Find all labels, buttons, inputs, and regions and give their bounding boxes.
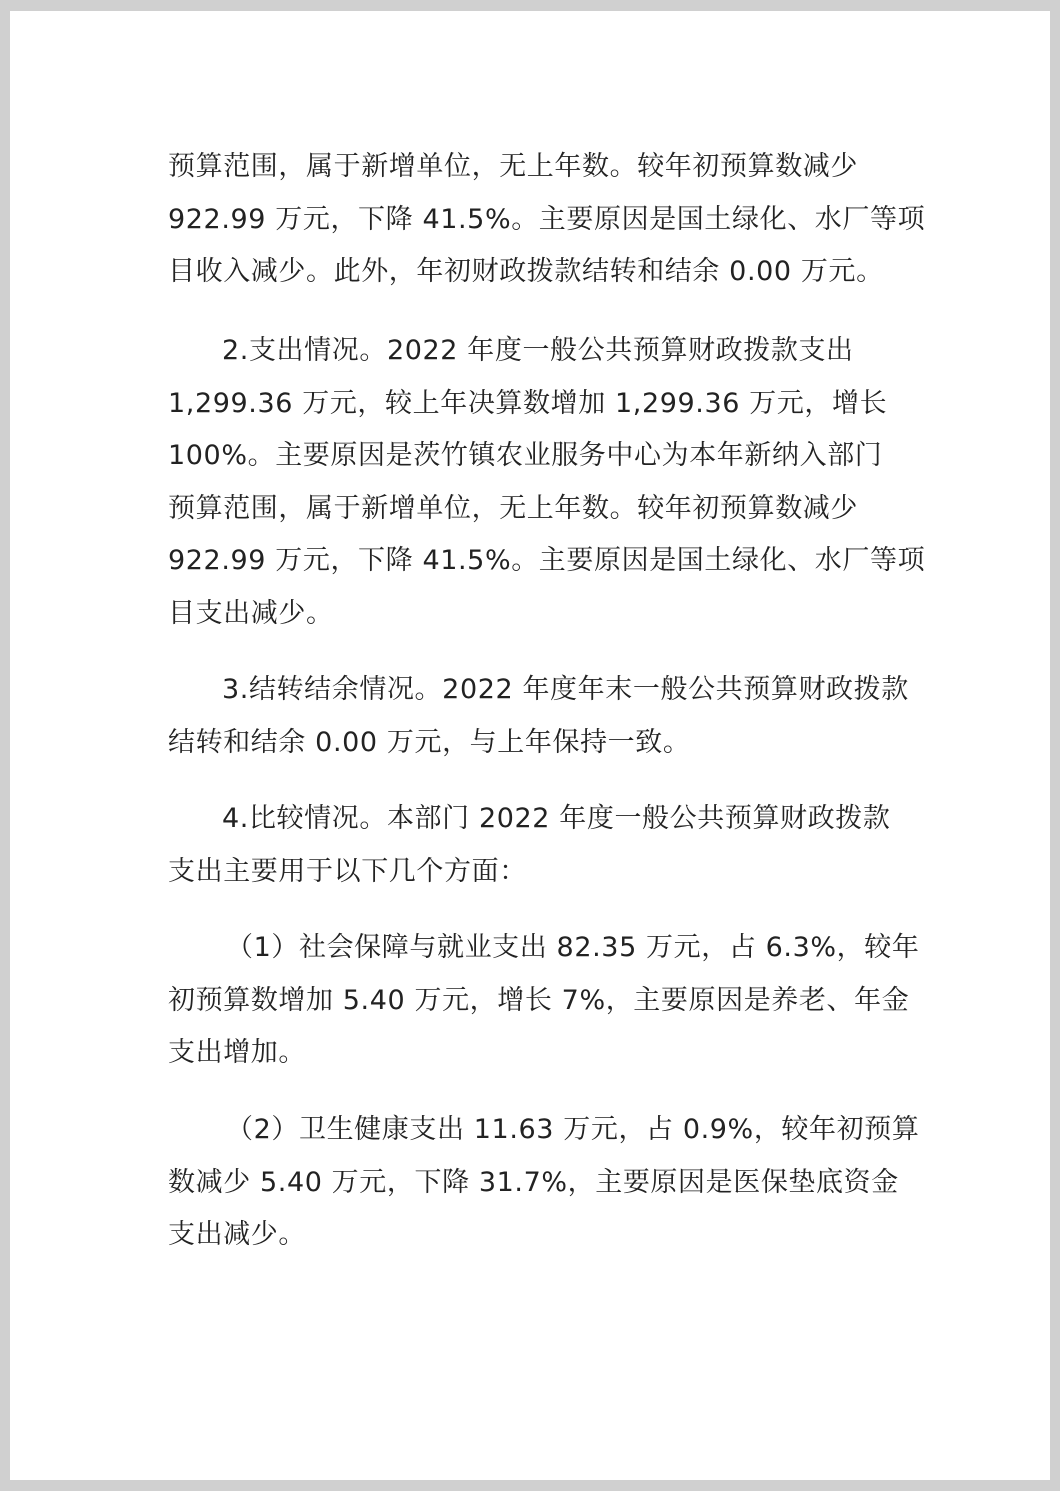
text-line: 4.比较情况。本部门 2022 年度一般公共预算财政拨款 <box>222 803 891 834</box>
text-line: 支出主要用于以下几个方面： <box>168 855 527 887</box>
paragraph-item-2 <box>168 1104 920 1262</box>
text-line: 922.99 万元，下降 41.5%。主要原因是国土绿化、水厂等项 <box>168 545 926 576</box>
text-line: 预算范围，属于新增单位，无上年数。较年初预算数减少 <box>168 151 858 182</box>
text-line: 3.结转结余情况。2022 年度年末一般公共预算财政拨款 <box>222 674 909 705</box>
text-line: 922.99 万元，下降 41.5%。主要原因是国土绿化、水厂等项 <box>168 203 926 235</box>
text-line: 初预算数增加 5.40 万元，增长 7%，主要原因是养老、年金 <box>168 984 910 1016</box>
text-line: 2.支出情况。2022 年度一般公共预算财政拨款支出 <box>222 335 854 366</box>
text-line: 目支出减少。 <box>168 597 334 629</box>
text-line: 目收入减少。此外，年初财政拨款结转和结余 0.00 万元。 <box>168 256 884 287</box>
paragraph-expenditure <box>168 325 926 640</box>
paragraph-income-continuation <box>168 141 926 299</box>
text-line: 支出减少。 <box>168 1219 306 1250</box>
text-line: 结转和结余 0.00 万元，与上年保持一致。 <box>168 726 691 758</box>
text-line: 数减少 5.40 万元，下降 31.7%，主要原因是医保垫底资金 <box>168 1166 899 1198</box>
text-line: （1）社会保障与就业支出 82.35 万元，占 6.3%，较年 <box>226 932 920 963</box>
text-line: （2）卫生健康支出 11.63 万元，占 0.9%，较年初预算 <box>226 1114 920 1145</box>
paragraph-item-1 <box>168 922 920 1080</box>
paragraph-carryover <box>168 664 908 769</box>
text-line: 支出增加。 <box>168 1037 306 1068</box>
text-line: 1,299.36 万元，较上年决算数增加 1,299.36 万元，增长 <box>168 387 888 419</box>
paragraph-comparison <box>168 793 908 898</box>
text-line: 预算范围，属于新增单位，无上年数。较年初预算数减少 <box>168 492 858 524</box>
document-page <box>10 11 1050 1480</box>
text-line: 100%。主要原因是茨竹镇农业服务中心为本年新纳入部门 <box>168 440 883 471</box>
